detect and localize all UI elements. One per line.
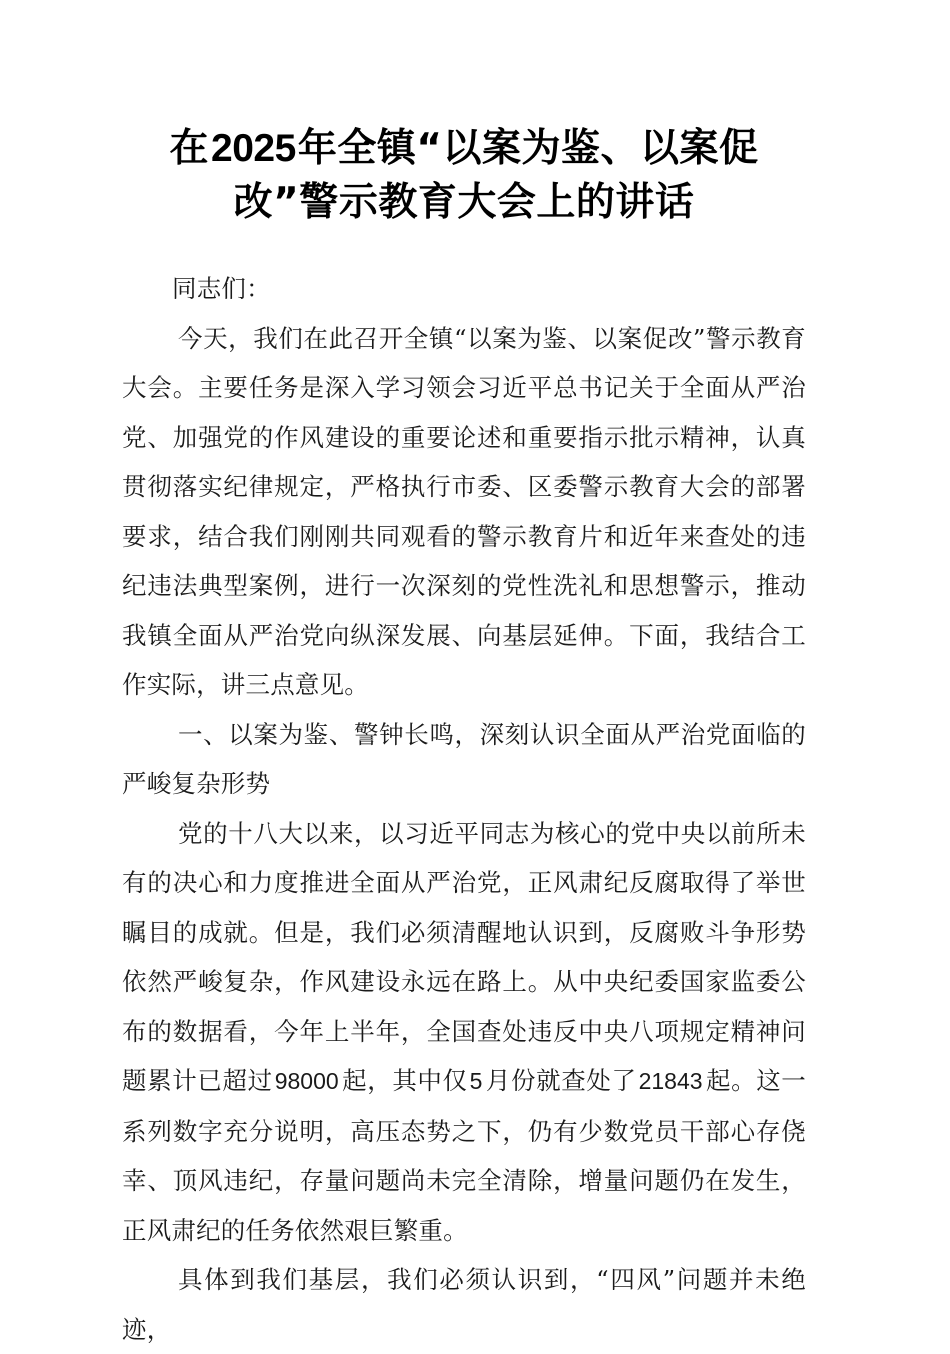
title-segment-mid: 年全镇“以案为鉴、以案促改”警 [233,126,759,225]
paragraph-statistics-text-4: 起。这一系列数字充分说明，高压态势之下，仍有少数党员干部心存侥幸、顶风违纪，存量问题尚未完全清除，增量问题仍在发生，正风肃纪的任务依然艰巨繁重。 [122,1066,807,1245]
paragraph-statistics-text-2: 起，其中仅 [341,1066,468,1095]
stat-value-total-cases: 98000 [274,1068,339,1094]
paragraph-opening: 今天，我们在此召开全镇“以案为鉴、以案促改”警示教育大会。主要任务是深入学习领会习近平总书记关于全面从严治党、加强党的作风建设的重要论述和重要指示批示精神，认真贯彻落实纪律规定，严格执行市委、区委警示教育大会的部署要求，结合我们刚刚共同观看的警示教育片和近年来查处的违纪违法典型案例，进行一次深刻的党性洗礼和思想警示，推动我镇全面从严治党向纵深发展、向基层延伸。下面，我结合工作实际，讲三点意见。 [122,323,806,699]
title-year: 2025 [211,127,296,170]
title-segment-prefix: 在 [169,126,210,171]
title-segment-end: 示教育大会上的讲话 [338,180,695,225]
page-title [122,122,806,230]
stat-value-may-cases: 21843 [638,1068,703,1094]
paragraph-grassroots: 具体到我们基层，我们必须认识到，“四风”问题并未绝迹， [122,1265,806,1344]
salutation: 同志们： [172,274,271,303]
document-body [122,264,806,1354]
paragraph-statistics-text-1: 党的十八大以来，以习近平同志为核心的党中央以前所未有的决心和力度推进全面从严治党，正风肃纪反腐取得了举世瞩目的成就。但是，我们必须清醒地认识到，反腐败斗争形势依然严峻复杂，作风建设永远在路上。从中央纪委国家监委公布的数据看，今年上半年，全国查处违反中央八项规定精神问题累计已超过 [122,818,806,1095]
paragraph-statistics [122,809,806,1256]
paragraph-statistics-text-3: 月份就查处了 [485,1066,637,1095]
stat-value-month: 5 [469,1068,483,1094]
section-heading-one: 一、以案为鉴、警钟长鸣，深刻认识全面从严治党面临的严峻复杂形势 [122,719,806,798]
